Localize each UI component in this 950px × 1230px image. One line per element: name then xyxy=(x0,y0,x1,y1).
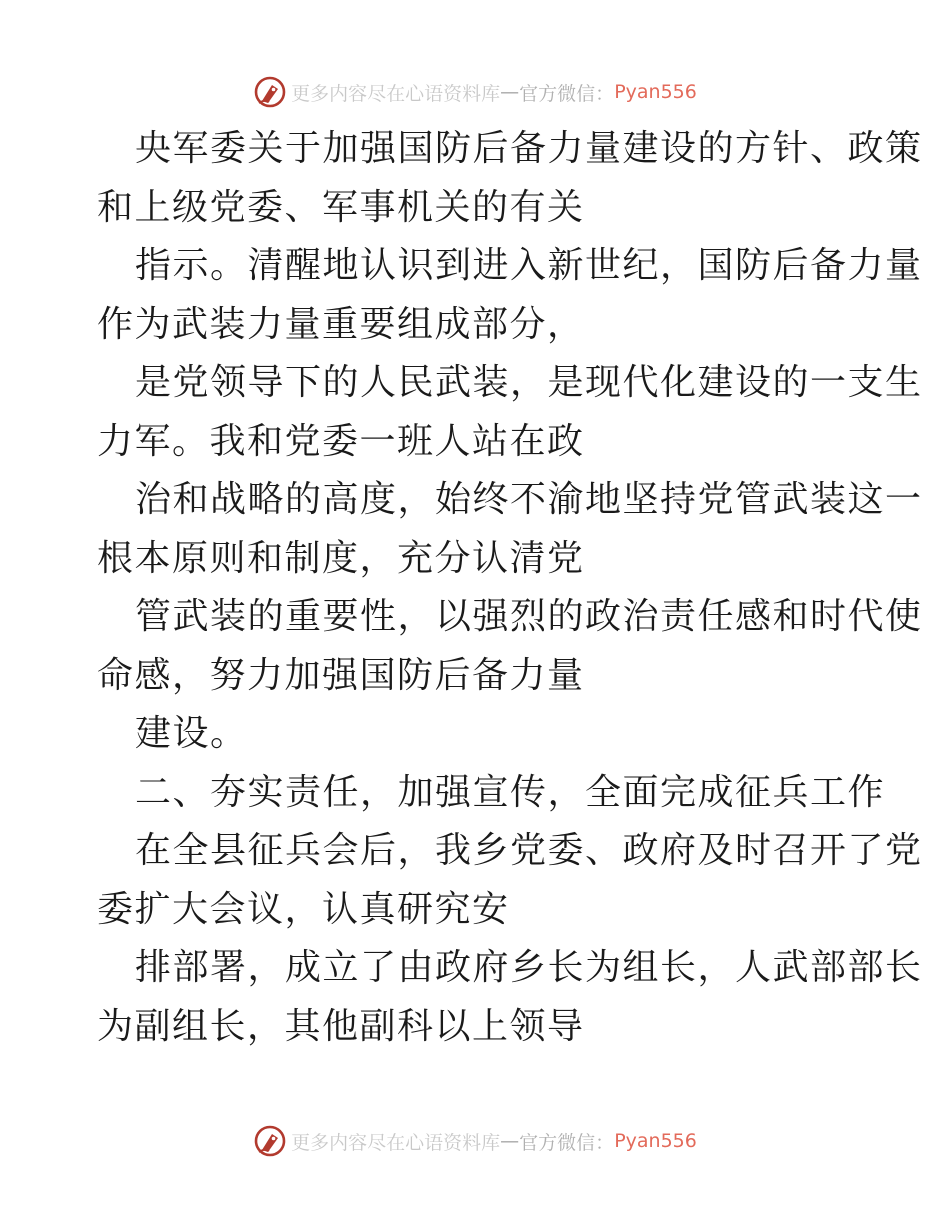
watermark-site-text: 更多内容尽在心语资料库 xyxy=(291,1131,501,1154)
watermark-banner-bottom xyxy=(0,1121,950,1161)
paragraph-line: 治和战略的高度，始终不渝地坚持党管武装这一 xyxy=(135,479,923,520)
watermark-wechat-label: 官方微信： xyxy=(519,82,615,105)
watermark-site-text: 更多内容尽在心语资料库 xyxy=(291,82,501,105)
document-body xyxy=(97,120,923,1056)
pen-nib-circle-icon xyxy=(253,75,287,109)
paragraph-line: 力军。我和党委一班人站在政 xyxy=(97,420,585,462)
paragraph xyxy=(97,939,923,1056)
paragraph-line: 排部署，成立了由政府乡长为组长，人武部部长 xyxy=(135,947,923,988)
paragraph-line: 命感，努力加强国防后备力量 xyxy=(97,654,585,696)
paragraph xyxy=(97,120,923,237)
paragraph-line: 管武装的重要性，以强烈的政治责任感和时代使 xyxy=(135,596,923,637)
paragraph-line: 为副组长，其他副科以上领导 xyxy=(97,1005,585,1047)
watermark-banner-top xyxy=(0,72,950,112)
paragraph-line: 作为武装力量重要组成部分， xyxy=(97,303,585,345)
watermark-separator: — xyxy=(500,81,520,103)
watermark-wechat-id: Pyan556 xyxy=(614,81,697,103)
watermark-wechat-label: 官方微信： xyxy=(519,1131,615,1154)
paragraph xyxy=(97,822,923,939)
paragraph xyxy=(97,588,923,705)
section-heading-text: 二、夯实责任，加强宣传，全面完成征兵工作 xyxy=(135,771,886,813)
paragraph-line: 和上级党委、军事机关的有关 xyxy=(97,186,585,228)
paragraph xyxy=(97,237,923,354)
paragraph-line: 根本原则和制度，充分认清党 xyxy=(97,537,585,579)
paragraph-line: 委扩大会议，认真研究安 xyxy=(97,888,510,930)
paragraph xyxy=(97,705,857,764)
paragraph-line: 在全县征兵会后，我乡党委、政府及时召开了党 xyxy=(135,830,923,871)
pen-nib-circle-icon xyxy=(253,1124,287,1158)
paragraph-line: 是党领导下的人民武装，是现代化建设的一支生 xyxy=(135,362,923,403)
section-heading xyxy=(97,764,886,823)
paragraph xyxy=(97,471,923,588)
paragraph-line: 指示。清醒地认识到进入新世纪，国防后备力量 xyxy=(135,245,923,286)
paragraph-line: 建设。 xyxy=(135,713,248,754)
paragraph-line: 央军委关于加强国防后备力量建设的方针、政策 xyxy=(135,128,923,169)
paragraph xyxy=(97,354,923,471)
watermark-wechat-id: Pyan556 xyxy=(614,1130,697,1152)
watermark-separator: — xyxy=(500,1130,520,1152)
